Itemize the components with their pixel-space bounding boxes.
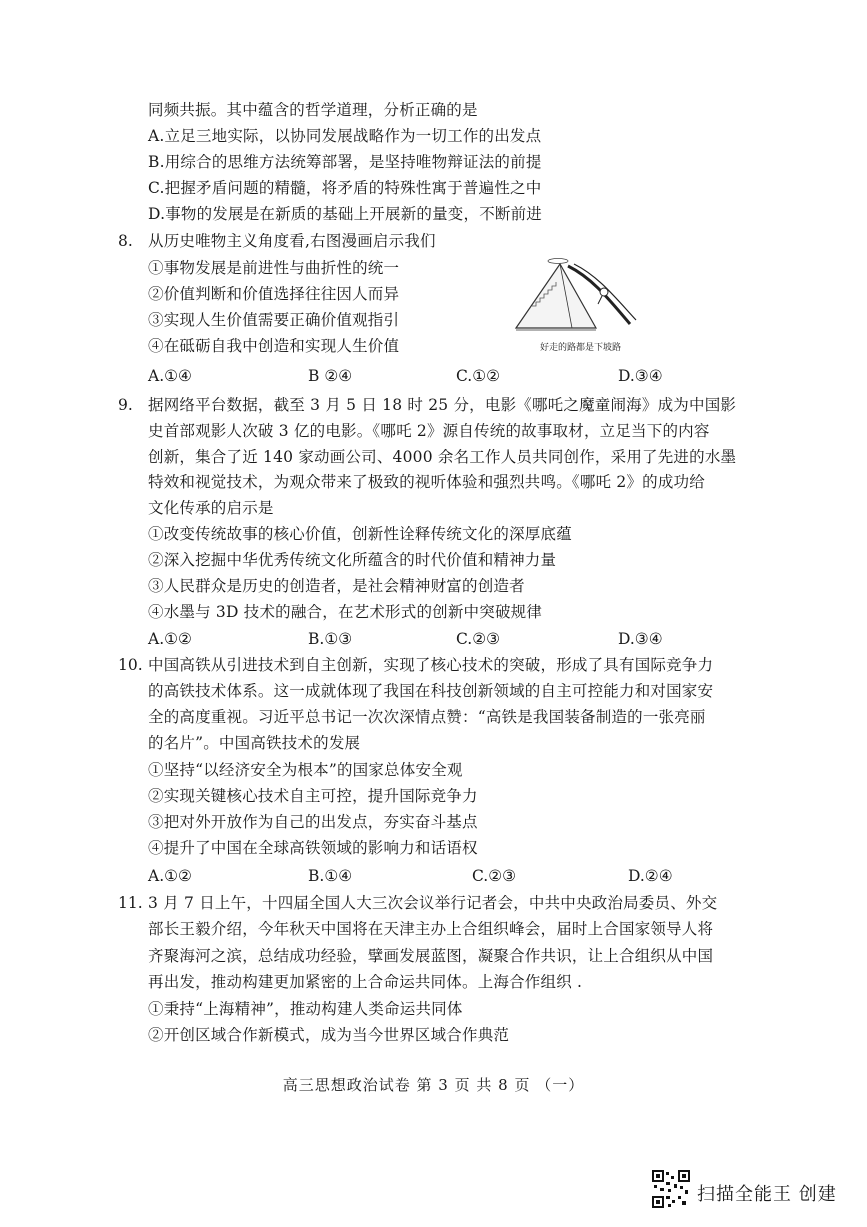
- page-footer: 高三思想政治试卷 第 3 页 共 8 页 （一）: [282, 1076, 585, 1094]
- q8-item-1: ①事物发展是前进性与曲折性的统一: [148, 259, 400, 277]
- q10-item-2: ②实现关键核心技术自主可控，提升国际竞争力: [148, 787, 478, 805]
- q9-item-3: ③人民群众是历史的创造者，是社会精神财富的创造者: [148, 577, 525, 595]
- q9-item-1: ①改变传统故事的核心价值，创新性诠释传统文化的深厚底蕴: [148, 525, 572, 543]
- q9-choice-a: A.①②: [148, 630, 192, 648]
- q9-stem-line-4: 特效和视觉技术，为观众带来了极致的视听体验和强烈共鸣。《哪吒 2》的成功给: [148, 473, 705, 491]
- q10-stem-line-4: 的名片”。中国高铁技术的发展: [148, 734, 361, 752]
- q10-choice-c: C.②③: [472, 867, 517, 885]
- q11-stem-line-3: 齐聚海河之滨，总结成功经验，擘画发展蓝图，凝聚合作共识，让上合组织从中国: [148, 947, 714, 965]
- cartoon-caption: 好走的路都是下坡路: [540, 343, 622, 353]
- q7-stem-tail: 同频共振。其中蕴含的哲学道理，分析正确的是: [148, 101, 478, 119]
- q8-choice-b: B ②④: [308, 367, 353, 385]
- q9-stem-line-5: 文化传承的启示是: [148, 499, 274, 517]
- q9-stem-line-1: 据网络平台数据，截至 3 月 5 日 18 时 25 分，电影《哪吒之魔童闹海》成为中国影: [148, 396, 737, 414]
- q9-choice-c: C.②③: [456, 630, 501, 648]
- q10-stem-line-1: 中国高铁从引进技术到自主创新，实现了核心技术的突破，形成了具有国际竞争力: [148, 656, 714, 674]
- q10-item-4: ④提升了中国在全球高铁领域的影响力和话语权: [148, 839, 478, 857]
- q9-item-2: ②深入挖掘中华优秀传统文化所蕴含的时代价值和精神力量: [148, 551, 557, 569]
- q9-choice-b: B.①③: [308, 630, 353, 648]
- q7-option-b: B.用综合的思维方法统筹部署，是坚持唯物辩证法的前提: [148, 153, 542, 171]
- qr-code-icon: [652, 1170, 690, 1208]
- q8-choice-c: C.①②: [456, 367, 501, 385]
- q10-choice-a: A.①②: [148, 867, 192, 885]
- q8-item-4: ④在砥砺自我中创造和实现人生价值: [148, 337, 400, 355]
- q8-choice-a: A.①④: [148, 367, 192, 385]
- q10-stem-line-2: 的高铁技术体系。这一成就体现了我国在科技创新领域的自主可控能力和对国家安: [148, 682, 714, 700]
- q10-item-1: ①坚持“以经济安全为根本”的国家总体安全观: [148, 761, 463, 779]
- q9-number: 9.: [118, 396, 133, 414]
- q10-choice-b: B.①④: [308, 867, 353, 885]
- q8-item-2: ②价值判断和价值选择往往因人而异: [148, 285, 400, 303]
- q11-item-2: ②开创区域合作新模式，成为当今世界区域合作典范: [148, 1026, 510, 1044]
- cartoon-image: [512, 258, 642, 336]
- q8-number: 8.: [118, 232, 133, 250]
- q10-stem-line-3: 全的高度重视。习近平总书记一次次深情点赞：“高铁是我国装备制造的一张亮丽: [148, 708, 706, 726]
- q11-number: 11.: [118, 894, 143, 912]
- q10-item-3: ③把对外开放作为自己的出发点，夯实奋斗基点: [148, 813, 478, 831]
- q10-choice-d: D.②④: [628, 867, 673, 885]
- q11-item-1: ①秉持“上海精神”，推动构建人类命运共同体: [148, 1000, 463, 1018]
- q8-stem: 从历史唯物主义角度看,右图漫画启示我们: [148, 232, 436, 250]
- q9-choice-d: D.③④: [618, 630, 663, 648]
- q11-stem-line-2: 部长王毅介绍，今年秋天中国将在天津主办上合组织峰会，届时上合国家领导人将: [148, 920, 714, 938]
- q7-option-c: C.把握矛盾问题的精髓，将矛盾的特殊性寓于普遍性之中: [148, 179, 542, 197]
- q9-stem-line-3: 创新，集合了近 140 家动画公司、4000 余名工作人员共同创作，采用了先进的水墨: [148, 448, 737, 466]
- q9-item-4: ④水墨与 3D 技术的融合，在艺术形式的创新中突破规律: [148, 603, 543, 621]
- q7-option-a: A.立足三地实际，以协同发展战略作为一切工作的出发点: [148, 127, 542, 145]
- q11-stem-line-4: 再出发，推动构建更加紧密的上合命运共同体。上海合作组织 .: [148, 973, 583, 991]
- q9-stem-line-2: 史首部观影人次破 3 亿的电影。《哪吒 2》源自传统的故事取材，立足当下的内容: [148, 422, 710, 440]
- q7-option-d: D.事物的发展是在新质的基础上开展新的量变，不断前进: [148, 205, 543, 223]
- q11-stem-line-1: 3 月 7 日上午，十四届全国人大三次会议举行记者会，中共中央政治局委员、外交: [148, 894, 718, 912]
- q8-choice-d: D.③④: [618, 367, 663, 385]
- scanner-watermark: 扫描全能王 创建: [697, 1184, 837, 1205]
- q10-number: 10.: [118, 656, 143, 674]
- q8-item-3: ③实现人生价值需要正确价值观指引: [148, 311, 400, 329]
